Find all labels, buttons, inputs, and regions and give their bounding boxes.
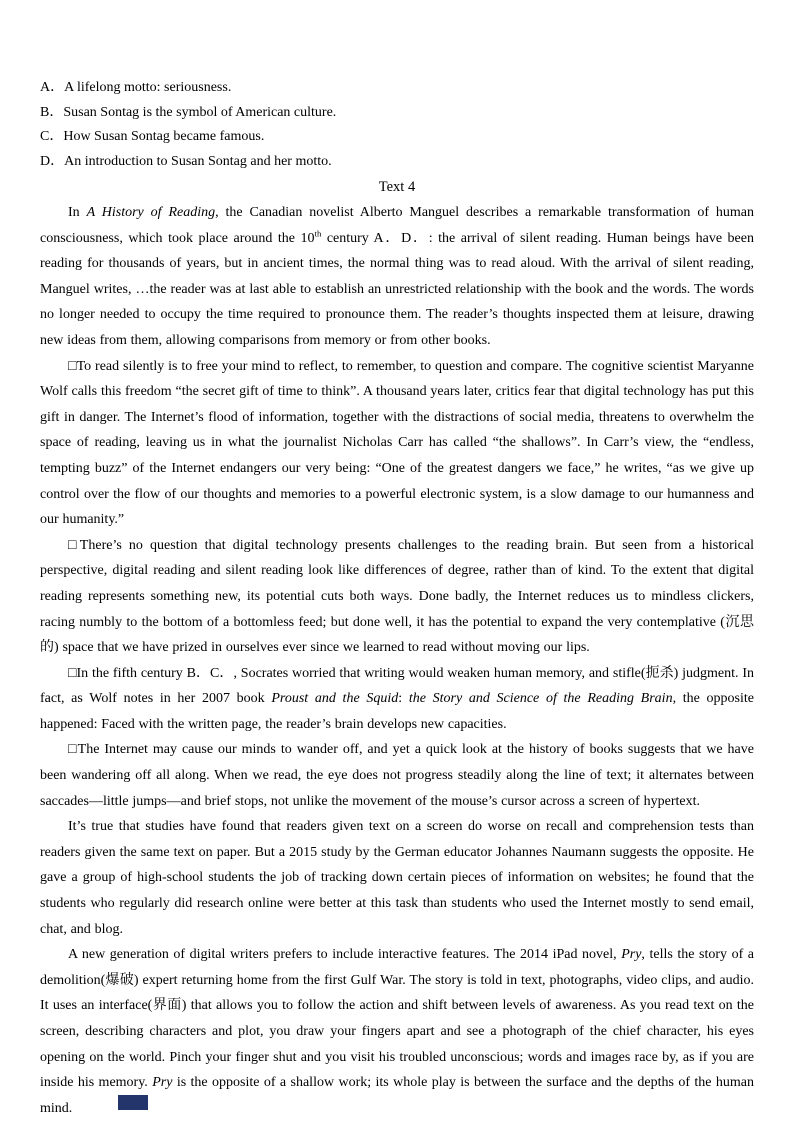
answer-option-d: D．An introduction to Susan Sontag and her motto. bbox=[40, 153, 332, 169]
answer-option-c: C．How Susan Sontag became famous. bbox=[40, 129, 265, 144]
passage-paragraph-7: A new generation of digital writers prefers to include interactive features. The 2014 iPad novel, Pry, tells the story of a demolition(爆破) expert returning home from the first Gulf War. The story is told in text, photographs, video clips, and audio. It uses an interface(界面) that allows you to follow the action and shift between levels of awareness. As you read text on the screen, describing characters and plot, you draw your fingers apart and see a photograph of the chief character, his eyes opening on the world. Pinch your finger shut and you visit his troubled unconscious; words and images race by, as if you are inside his memory. Pry is the opposite of a shallow work; its whole play is between the surface and the depths of the human mind. bbox=[40, 947, 754, 1116]
passage-paragraph-4: □In the fifth century B．C．, Socrates worried that writing would weaken human memory, and stifle(扼杀) judgment. In fact, as Wolf notes in her 2007 book Proust and the Squid: the Story and Science of the Reading Brain, the opposite happened: Faced with the written page, the reader’s brain develops new capacities. bbox=[40, 665, 754, 732]
passage-body bbox=[40, 200, 754, 1121]
passage-paragraph-2: □To read silently is to free your mind to reflect, to remember, to question and compare. The cognitive scientist Maryanne Wolf calls this freedom “the secret gift of time to think”. A thousand years later, critics fear that digital technology has put this gift in danger. The Internet’s flood of information, together with the distractions of social media, threatens to overwhelm the space of reading, leaving us in what the journalist Nicholas Carr has called “the shallows”. In Carr’s view, the “endless, tempting buzz” of the Internet endangers our very being: “One of the greatest dangers we face,” he writes, “as we give up control over the flow of our thoughts and memories to a powerful electronic system, is a slow damage to our humanness and our humanity.” bbox=[40, 358, 754, 528]
answer-option-a: A．A lifelong motto: seriousness. bbox=[40, 80, 232, 95]
passage-paragraph-3: □There’s no question that digital technology presents challenges to the reading brain. But seen from a historical perspective, digital reading and silent reading look like differences of degree, rather than of kind. To the extent that digital reading represents something new, its potential cuts both ways. Done badly, the Internet reduces us to mindless clickers, racing numbly to the bottom of a bottomless feed; but done well, it has the potential to expand the very contemplative (沉思的) space that we have prized in ourselves ever since we learned to read without moving our lips. bbox=[40, 537, 754, 656]
page-content bbox=[40, 76, 754, 1121]
answer-option-b: B．Susan Sontag is the symbol of American culture. bbox=[40, 104, 337, 120]
passage-paragraph-5: □The Internet may cause our minds to wander off, and yet a quick look at the history of books suggests that we have been wandering off all along. When we read, the eye does not progress steadily along the line of text; it alternates between saccades—little jumps—and brief stops, not unlike the movement of the mouse’s cursor across a screen of hypertext. bbox=[40, 742, 754, 809]
passage-paragraph-1: In A History of Reading, the Canadian novelist Alberto Manguel describes a remarkable transformation of human consciousness, which took place around the 10th century A．D．: the arrival of silent reading. Human beings have been reading for thousands of years, but in ancient times, the normal thing was to read aloud. With the arrival of silent reading, Manguel writes, …the reader was at last able to establish an unrestricted relationship with the book and the words. The words no longer needed to occupy the time required to pronounce them. The reader’s thoughts inspected them at leisure, drawing new ideas from them, allowing comparisons from memory or from other books. bbox=[40, 205, 754, 348]
section-heading: Text 4 bbox=[378, 179, 416, 195]
passage-paragraph-6: It’s true that studies have found that readers given text on a screen do worse on recall and comprehension tests than readers given the same text on paper. But a 2015 study by the German educator Johannes Naumann suggests the opposite. He gave a group of high-school students the job of tracking down certain pieces of information on websites; he found that the students who regularly did research online were better at this task than students who used the Internet mostly to send email, chat, and blog. bbox=[40, 819, 754, 937]
answer-options bbox=[40, 76, 754, 174]
footer-badge bbox=[118, 1095, 148, 1110]
